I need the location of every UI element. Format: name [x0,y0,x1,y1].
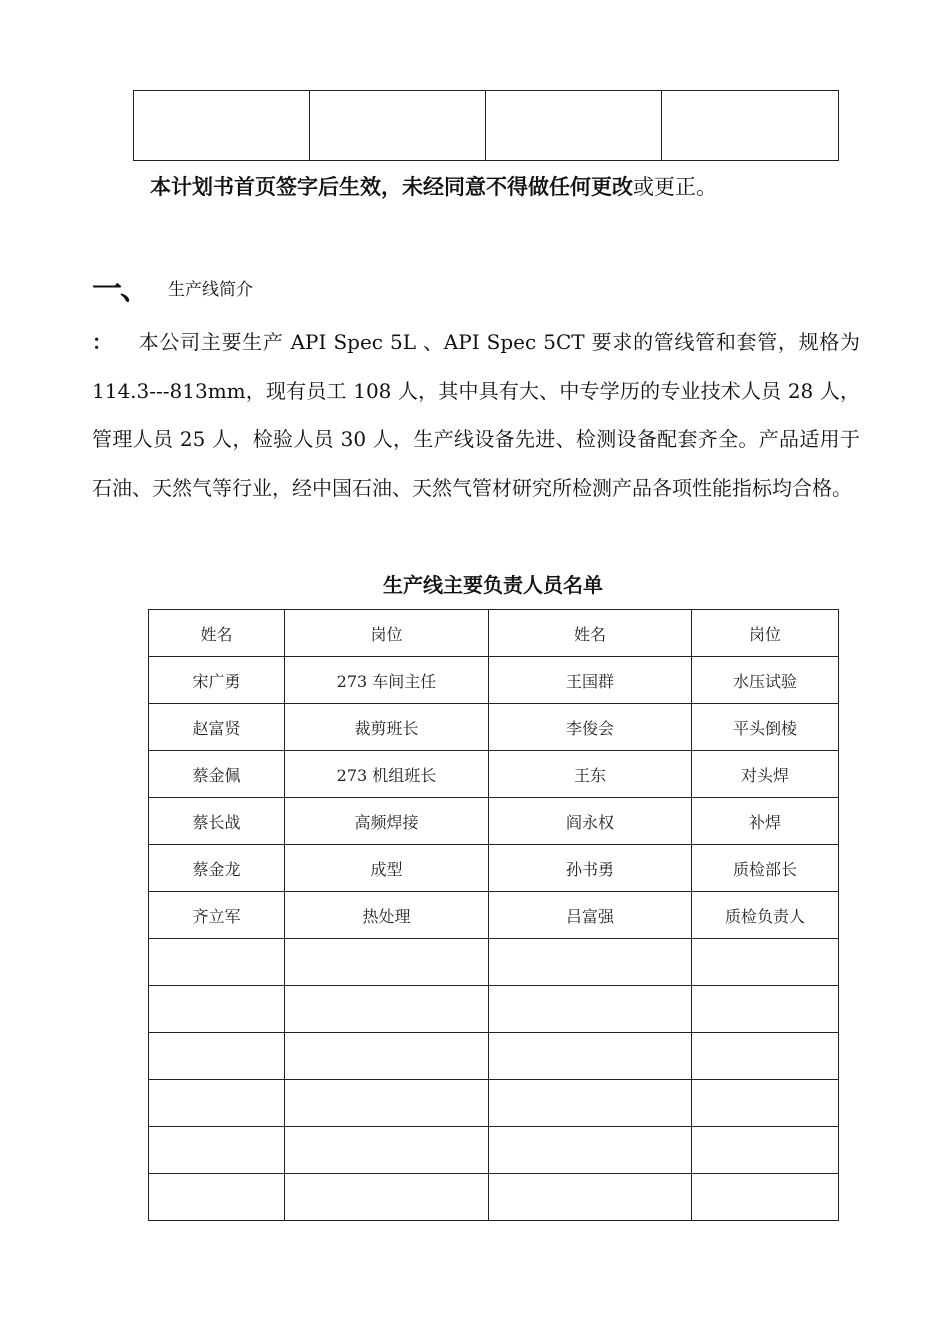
cell-name [149,1033,285,1080]
intro-paragraph [92,318,860,512]
cell-name [149,986,285,1033]
cell-position [692,1174,839,1221]
cell-name: 王东 [489,751,692,798]
signature-table [133,90,839,161]
cell-name [149,1127,285,1174]
staff-header-row [149,610,839,657]
cell-name [489,1080,692,1127]
cell-position: 补焊 [692,798,839,845]
table-row [149,939,839,986]
header-cell-name: 姓名 [489,610,692,657]
cell-position [692,1033,839,1080]
intro-colon: ： [92,330,113,354]
cell-position: 质检负责人 [692,892,839,939]
cell-name [149,1174,285,1221]
cell-name [489,1127,692,1174]
cell-name [149,1080,285,1127]
cell-name [489,986,692,1033]
cell-position: 273 车间主任 [285,657,489,704]
header-cell-position: 岗位 [285,610,489,657]
cell-position: 裁剪班长 [285,704,489,751]
table-row [149,1127,839,1174]
cell-name: 吕富强 [489,892,692,939]
cell-position [285,1033,489,1080]
signature-cell [134,91,310,161]
cell-name: 齐立军 [149,892,285,939]
table-row [149,798,839,845]
table-row [149,892,839,939]
table-row [149,751,839,798]
section-title: 生产线简介 [168,280,253,300]
cell-position [692,939,839,986]
cell-name [489,1033,692,1080]
table-row [149,704,839,751]
cell-position: 平头倒棱 [692,704,839,751]
intro-text: 本公司主要生产 API Spec 5L 、API Spec 5CT 要求的管线管和套管，规格为 114.3---813mm，现有员工 108 人，其中具有大、中专学历的专业技术人员 28 人，管理人员 25 人，检验人员 30 人，生产线设备先进、检测设备配套齐全。产品适用于石油、天然气等行业，经中国石油、天然气管材研究所检测产品各项性能指标均合格。 [92,330,861,500]
cell-name [149,939,285,986]
cell-name: 孙书勇 [489,845,692,892]
cell-position: 质检部长 [692,845,839,892]
cell-name: 宋广勇 [149,657,285,704]
cell-name: 蔡长战 [149,798,285,845]
table-row [149,986,839,1033]
cell-position: 热处理 [285,892,489,939]
cell-name: 蔡金佩 [149,751,285,798]
staff-list-title: 生产线主要负责人员名单 [383,573,603,597]
cell-position [285,939,489,986]
cell-name [489,939,692,986]
header-cell-position: 岗位 [692,610,839,657]
cell-position [285,1127,489,1174]
cell-position [285,986,489,1033]
section-number: 一、 [92,272,148,307]
staff-table-body [149,610,839,1221]
cell-position [692,1080,839,1127]
validity-notice-bold: 本计划书首页签字后生效，未经同意不得做任何更改 [150,175,633,199]
cell-position [285,1174,489,1221]
section-heading [92,270,253,310]
signature-cell [486,91,662,161]
cell-name: 蔡金龙 [149,845,285,892]
cell-position [692,986,839,1033]
cell-name: 赵富贤 [149,704,285,751]
cell-position: 273 机组班长 [285,751,489,798]
table-row [149,1080,839,1127]
table-row [149,845,839,892]
cell-position: 高频焊接 [285,798,489,845]
staff-table [148,609,839,1221]
signature-row [134,91,839,161]
cell-position [285,1080,489,1127]
validity-notice [150,170,870,204]
validity-notice-normal: 或更正。 [633,175,717,199]
cell-position: 成型 [285,845,489,892]
table-row [149,657,839,704]
cell-position: 水压试验 [692,657,839,704]
signature-cell [662,91,839,161]
table-row [149,1174,839,1221]
cell-name: 王国群 [489,657,692,704]
table-row [149,1033,839,1080]
cell-position [692,1127,839,1174]
cell-name [489,1174,692,1221]
header-cell-name: 姓名 [149,610,285,657]
cell-name: 李俊会 [489,704,692,751]
cell-name: 阎永权 [489,798,692,845]
signature-cell [310,91,486,161]
cell-position: 对头焊 [692,751,839,798]
